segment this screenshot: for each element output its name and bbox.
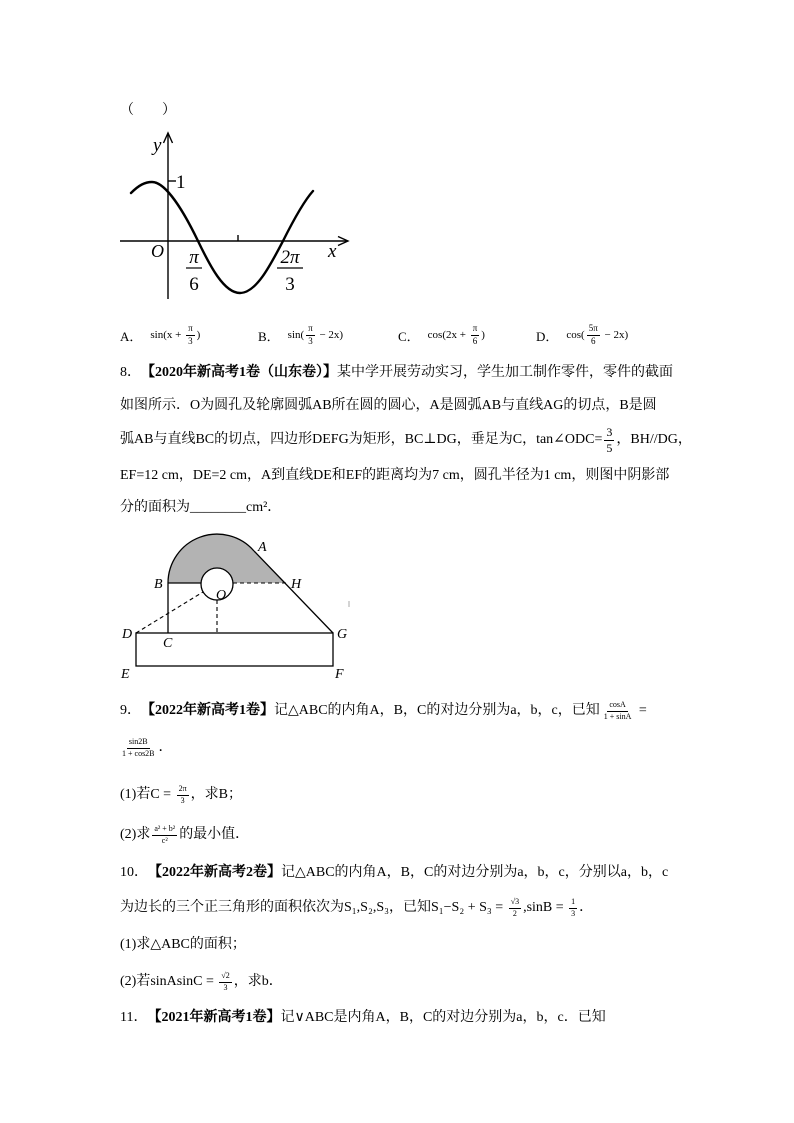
question-text: 记△ABC的内角A，B，C的对边分别为a，b，c，已知 xyxy=(274,703,600,718)
numerator: sin2B xyxy=(127,738,150,748)
question-text: 分的面积为________cm²． xyxy=(120,500,282,515)
question-text: 的最小值． xyxy=(179,827,250,842)
q8-line-4 xyxy=(120,466,669,486)
option-formula xyxy=(566,324,628,346)
label-g: G xyxy=(337,627,348,642)
denominator: 6 xyxy=(472,335,478,346)
x-axis-label: x xyxy=(328,241,337,262)
denominator: 6 xyxy=(590,335,596,346)
formula-text: ) xyxy=(196,329,201,341)
denominator: 1 + cos2B xyxy=(122,748,155,758)
q8-line-1 xyxy=(120,363,673,383)
zero-right-denominator: 3 xyxy=(285,274,295,295)
question-text: ． xyxy=(158,740,173,755)
q10-line-2 xyxy=(120,898,593,918)
y-tick-label: 1 xyxy=(176,172,186,193)
zero-left-numerator: π xyxy=(189,247,199,268)
numerator: 5π xyxy=(587,324,600,335)
formula-text: sin( xyxy=(287,329,305,341)
denominator: 3 xyxy=(571,908,576,918)
label-b: B xyxy=(154,577,163,592)
formula-text: ) xyxy=(481,329,485,341)
question-text: 某中学开展劳动实习，学生加工制作零件，零件的截面 xyxy=(337,365,673,380)
label-d: D xyxy=(122,627,133,642)
question-source: 【2022年新高考2卷】 xyxy=(148,865,281,880)
q10-part-2 xyxy=(120,972,283,992)
formula-text: − 2x) xyxy=(601,329,629,341)
numerator: π xyxy=(471,324,480,335)
question-text: (1)求△ABC的面积； xyxy=(120,937,246,952)
label-o: O xyxy=(216,588,227,603)
option-b xyxy=(258,324,343,346)
fraction xyxy=(219,972,231,992)
label-h: H xyxy=(291,577,302,592)
option-a xyxy=(120,324,200,346)
q8-line-3 xyxy=(120,424,692,455)
option-letter: A． xyxy=(120,328,143,344)
denominator: 5 xyxy=(606,440,613,455)
part-cross-section-figure xyxy=(115,525,360,685)
formula-text: − 2x) xyxy=(316,329,344,341)
question-text: ． xyxy=(579,900,594,915)
answer-bracket xyxy=(120,101,176,121)
answer-bracket-text: （ ） xyxy=(120,103,176,118)
formula-text: cos(2x + xyxy=(427,329,469,341)
numerator: √2 xyxy=(219,972,231,982)
q8-line-2 xyxy=(120,396,657,416)
option-formula xyxy=(288,324,343,346)
q8-line-5 xyxy=(120,498,281,518)
fraction xyxy=(186,324,195,346)
zero-left-denominator: 6 xyxy=(189,274,199,295)
numerator: 3 xyxy=(606,424,613,439)
question-text: = xyxy=(635,703,647,718)
option-d xyxy=(536,324,628,346)
function-graph xyxy=(110,128,360,300)
question-text: 弧AB与直线BC的切点，四边形DEFG为矩形，BC⊥DG，垂足为C，tan∠ODC= xyxy=(120,432,603,447)
numerator: √3 xyxy=(509,898,521,908)
question-text: (1)若C = xyxy=(120,787,175,802)
option-letter: D． xyxy=(536,328,559,344)
denominator: 3 xyxy=(180,795,185,805)
question-number: 9． xyxy=(120,703,141,718)
numerator: 1 xyxy=(569,898,577,908)
formula-text: cos( xyxy=(566,329,585,341)
question-source: 【2021年新高考1卷】 xyxy=(147,1010,281,1025)
question-text: 如图所示．O为圆孔及轮廓圆弧AB所在圆的圆心，A是圆弧AB与直线AG的切点，B是圆 xyxy=(120,398,657,413)
q10-line-1 xyxy=(120,863,668,883)
option-formula xyxy=(150,324,200,346)
question-text: ,sinB = xyxy=(523,900,568,915)
question-text: ，BH//DG， xyxy=(616,432,692,447)
q11-line-1 xyxy=(120,1008,606,1028)
label-a: A xyxy=(258,540,267,555)
denominator: c² xyxy=(161,835,168,845)
question-source: 【2020年新高考1卷（山东卷）】 xyxy=(141,365,337,380)
fraction xyxy=(587,324,600,346)
q9-part-1 xyxy=(120,785,242,805)
question-text: 记∨ABC是内角A，B，C的对边分别为a，b，c．已知 xyxy=(280,1010,606,1025)
denominator: 3 xyxy=(223,982,228,992)
option-letter: B． xyxy=(258,328,280,344)
question-number: 10． xyxy=(120,865,148,880)
zero-right-numerator: 2π xyxy=(280,247,300,268)
y-axis-label: y xyxy=(153,135,162,156)
numerator: π xyxy=(186,324,195,335)
label-f: F xyxy=(335,667,344,682)
fraction xyxy=(177,785,189,805)
question-number: 8． xyxy=(120,365,141,380)
fraction xyxy=(152,825,177,845)
q9-part-2 xyxy=(120,825,249,845)
formula-text: sin(x + xyxy=(150,329,185,341)
fraction xyxy=(569,898,577,918)
denominator: 3 xyxy=(308,335,313,346)
denominator: 1 + sinA xyxy=(603,711,632,721)
option-formula xyxy=(428,324,485,346)
numerator: cosA xyxy=(607,701,627,711)
numerator: a² + b² xyxy=(152,825,177,835)
numerator: 2π xyxy=(177,785,189,795)
label-e: E xyxy=(121,667,130,682)
q10-part-1 xyxy=(120,935,246,955)
question-text: (2)求 xyxy=(120,827,151,842)
option-letter: C． xyxy=(398,328,420,344)
question-text: EF=12 cm，DE=2 cm，A到直线DE和EF的距离均为7 cm，圆孔半径为1 cm，则图中阴影部 xyxy=(120,468,670,483)
rhs-fraction xyxy=(120,738,157,758)
question-text: 记△ABC的内角A，B，C的对边分别为a，b，c，分别以a，b，c xyxy=(281,865,669,880)
origin-label: O xyxy=(151,241,164,261)
q9-line-2 xyxy=(120,738,173,758)
label-c: C xyxy=(163,636,173,651)
option-c xyxy=(398,324,485,346)
denominator: 2 xyxy=(512,908,517,918)
line-ag xyxy=(254,551,333,633)
dashed-line-do xyxy=(136,592,203,633)
numerator: π xyxy=(306,324,315,335)
fraction xyxy=(509,898,521,918)
fraction xyxy=(471,324,480,346)
question-source: 【2022年新高考1卷】 xyxy=(141,703,274,718)
denominator: 3 xyxy=(188,335,193,346)
question-number: 11． xyxy=(120,1010,148,1025)
question-text: ，求B； xyxy=(190,787,242,802)
tan-fraction xyxy=(604,426,614,454)
question-text: ，求b． xyxy=(233,974,283,989)
lhs-fraction xyxy=(602,701,634,721)
question-text: 为边长的三个正三角形的面积依次为S₁,S₂,S₃，已知S₁−S₂ + S₃ = xyxy=(120,900,507,915)
fraction xyxy=(306,324,315,346)
q9-line-1 xyxy=(120,701,647,721)
question-text: (2)若sinAsinC = xyxy=(120,974,218,989)
